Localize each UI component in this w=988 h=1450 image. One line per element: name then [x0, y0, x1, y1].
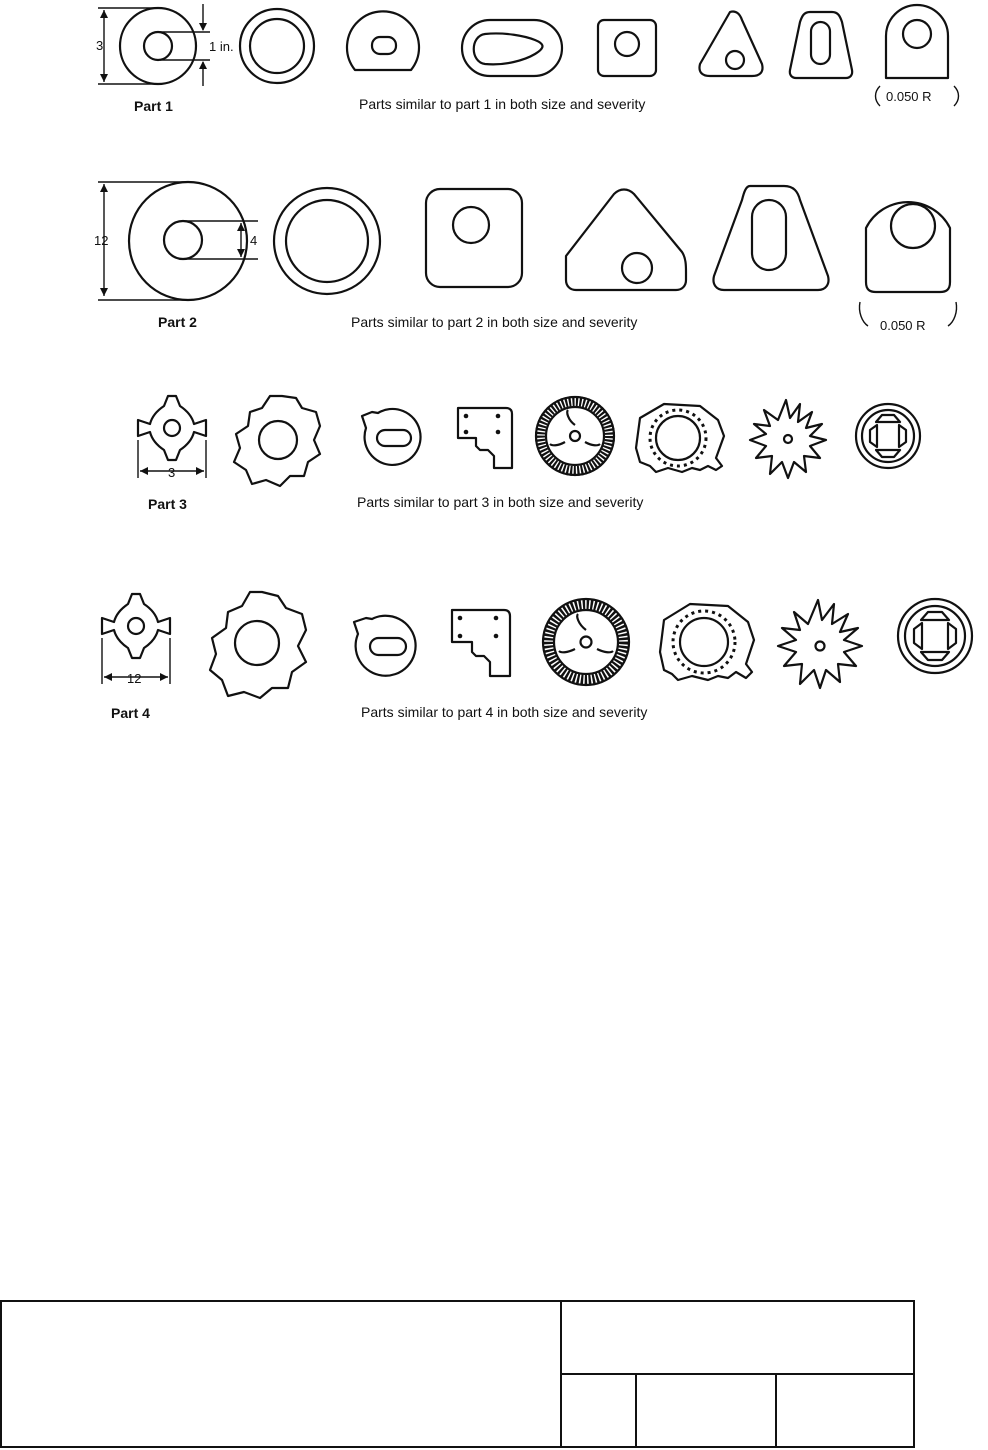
- star-rotor-shape: [778, 600, 862, 688]
- square-plate-shape: [598, 20, 656, 76]
- title-block-cell-b: [637, 1375, 777, 1446]
- part-2-washer: [98, 182, 258, 300]
- laminated-rotor-shape: [536, 397, 614, 475]
- tab-slot-shape: [790, 12, 852, 78]
- part-1-outer-dim: 3: [96, 38, 104, 53]
- complex-stamping-shape: [636, 404, 724, 472]
- title-block-left-cell: [2, 1302, 562, 1446]
- part-2-outer-dim: 12: [94, 233, 109, 248]
- row-part-3: [138, 396, 920, 512]
- keyed-disc-shape: [362, 409, 421, 465]
- part-1-radius-note: 0.050 R: [886, 89, 932, 104]
- gear-shape: [234, 396, 320, 486]
- flat-disc-slot-shape: [347, 11, 419, 70]
- bracket-plate-shape: [452, 610, 510, 676]
- title-block: [0, 1300, 915, 1448]
- ring-shape: [240, 9, 314, 83]
- part-2-radius-note: 0.050 R: [880, 318, 926, 333]
- part-1-washer: [98, 4, 210, 86]
- title-block-top-right-cell: [562, 1302, 913, 1375]
- lug-shape: [859, 202, 956, 326]
- row-part-4: [102, 592, 972, 721]
- tab-slot-shape: [713, 186, 828, 290]
- title-block-cell-a: [562, 1375, 637, 1446]
- window-ring-shape: [898, 599, 972, 673]
- cam-shape: [462, 20, 562, 76]
- ring-shape: [274, 188, 380, 294]
- part-2-hole-dim: 4: [250, 233, 258, 248]
- triangle-plate-shape: [566, 190, 686, 291]
- star-rotor-shape: [750, 400, 826, 478]
- row-part-2: [94, 182, 957, 333]
- part-1-caption: Parts similar to part 1 in both size and severity: [359, 96, 646, 112]
- bracket-plate-shape: [458, 408, 512, 468]
- square-plate-shape: [426, 189, 522, 287]
- part-2-caption: Parts similar to part 2 in both size and severity: [351, 314, 638, 330]
- part-3-dim: 3: [168, 465, 176, 480]
- keyed-disc-shape: [354, 616, 416, 676]
- triangle-plate-shape: [699, 11, 762, 76]
- complex-stamping-shape: [660, 604, 754, 680]
- part-3-label: Part 3: [148, 496, 187, 512]
- part-1-label: Part 1: [134, 98, 173, 114]
- part-4-label: Part 4: [111, 705, 150, 721]
- part-4-dim: 12: [127, 671, 142, 686]
- window-ring-shape: [856, 404, 920, 468]
- row-part-1: [96, 4, 959, 114]
- laminated-rotor-shape: [543, 599, 629, 685]
- gear-shape: [210, 592, 306, 698]
- part-1-hole-dim: 1 in.: [209, 39, 234, 54]
- title-block-cell-c: [777, 1375, 913, 1446]
- part-4-caption: Parts similar to part 4 in both size and severity: [361, 704, 648, 720]
- part-3-caption: Parts similar to part 3 in both size and severity: [357, 494, 644, 510]
- part-2-label: Part 2: [158, 314, 197, 330]
